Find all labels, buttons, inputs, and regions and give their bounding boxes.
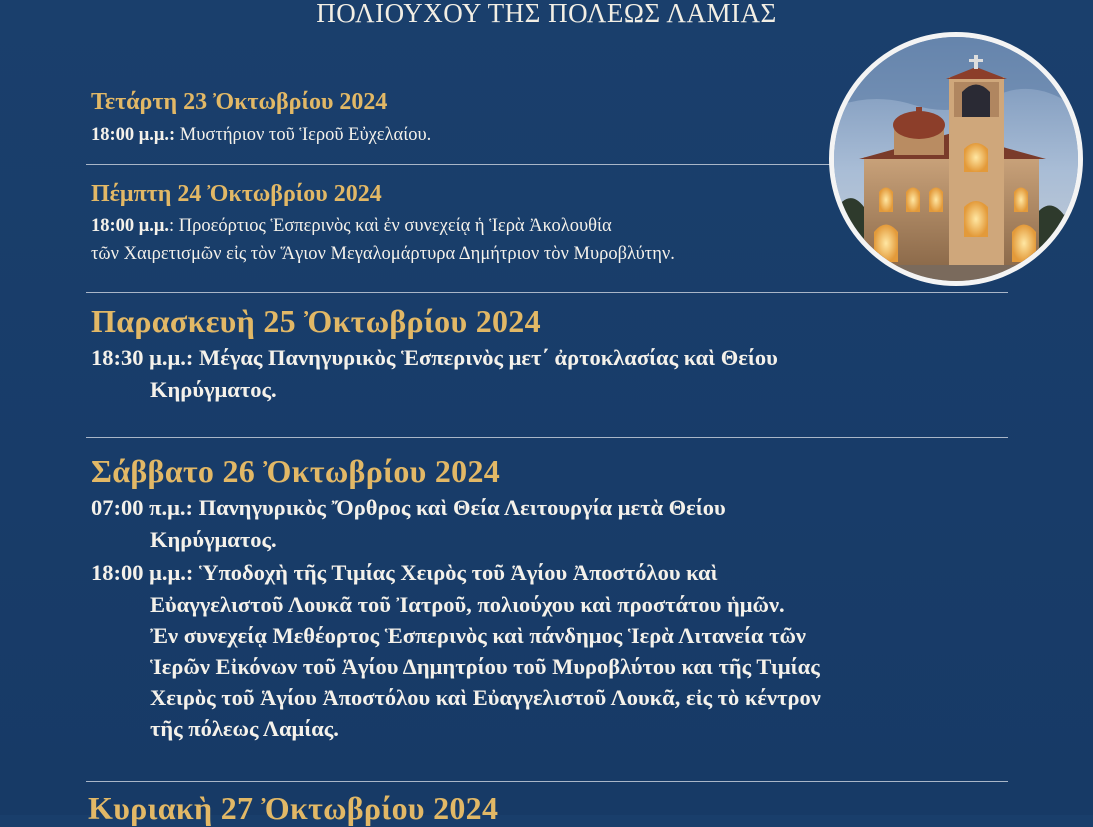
schedule-text: Μυστήριον τοῦ Ἱεροῦ Εὐχελαίου. bbox=[175, 125, 432, 145]
page-title: ΠΟΛΙΟΥΧΟΥ ΤΗΣ ΠΟΛΕΩΣ ΛΑΜΙΑΣ bbox=[316, 0, 777, 28]
date-heading-thursday: Πέμπτη 24 Ὀκτωβρίου 2024 bbox=[91, 181, 382, 207]
schedule-time: 18:00 μ.μ. bbox=[91, 216, 170, 236]
date-heading-saturday: Σάββατο 26 Ὀκτωβρίου 2024 bbox=[91, 453, 501, 489]
divider bbox=[86, 292, 1008, 293]
divider bbox=[86, 437, 1008, 438]
schedule-line bbox=[91, 125, 431, 146]
schedule-line: Χειρὸς τοῦ Ἁγίου Ἀποστόλου καὶ Εὐαγγελιστοῦ Λουκᾶ, εἰς τὸ κέντρον bbox=[150, 685, 821, 710]
schedule-time: 18:00 μ.μ.: bbox=[91, 125, 176, 145]
church-icon bbox=[834, 37, 1078, 281]
date-heading-sunday: Κυριακὴ 27 Ὀκτωβρίου 2024 bbox=[88, 790, 499, 826]
divider bbox=[86, 781, 1008, 782]
schedule-line bbox=[91, 216, 612, 237]
schedule-line: Κηρύγματος. bbox=[150, 377, 277, 402]
schedule-text: : Προεόρτιος Ἑσπερινὸς καὶ ἐν συνεχείᾳ ἡ Ἱερὰ Ἀκολουθία bbox=[169, 216, 612, 236]
date-heading-friday: Παρασκευὴ 25 Ὀκτωβρίου 2024 bbox=[91, 303, 541, 339]
schedule-line bbox=[91, 244, 675, 265]
schedule-line: τῆς πόλεως Λαμίας. bbox=[150, 716, 339, 741]
church-photo bbox=[829, 32, 1083, 286]
schedule-line: Ἱερῶν Εἰκόνων τοῦ Ἁγίου Δημητρίου τοῦ Μυροβλύτου και τῆς Τιμίας bbox=[150, 654, 820, 679]
schedule-line: 07:00 π.μ.: Πανηγυρικὸς Ὄρθρος καὶ Θεία Λειτουργία μετὰ Θείου bbox=[91, 495, 726, 520]
schedule-line: Ἐν συνεχείᾳ Μεθέορτος Ἑσπερινὸς καὶ πάνδημος Ἱερὰ Λιτανεία τῶν bbox=[150, 623, 806, 648]
date-heading-wednesday: Τετάρτη 23 Ὀκτωβρίου 2024 bbox=[91, 89, 388, 115]
schedule-line: Κηρύγματος. bbox=[150, 527, 277, 552]
schedule-line: Εὐαγγελιστοῦ Λουκᾶ τοῦ Ἰατροῦ, πολιούχου καὶ προστάτου ἡμῶν. bbox=[150, 592, 785, 617]
schedule-line: 18:30 μ.μ.: Μέγας Πανηγυρικὸς Ἑσπερινὸς μετ΄ ἀρτοκλασίας καὶ Θείου bbox=[91, 345, 778, 370]
schedule-text: τῶν Χαιρετισμῶν εἰς τὸν Ἅγιον Μεγαλομάρτυρα Δημήτριον τὸν Μυροβλύτην. bbox=[91, 244, 675, 264]
schedule-line: 18:00 μ.μ.: Ὑποδοχὴ τῆς Τιμίας Χειρὸς τοῦ Ἁγίου Ἀποστόλου καὶ bbox=[91, 560, 718, 585]
